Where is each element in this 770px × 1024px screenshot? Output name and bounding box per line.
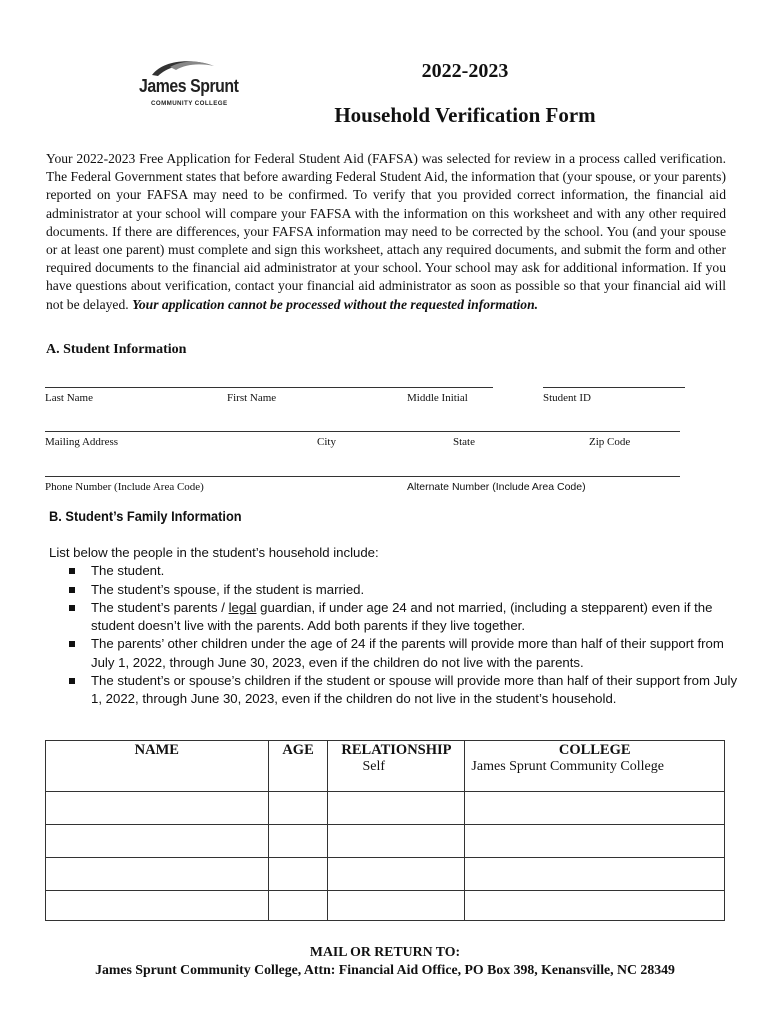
age-cell[interactable] <box>268 858 328 891</box>
college-value: James Sprunt Community College <box>471 759 664 774</box>
name-cell[interactable] <box>46 825 269 858</box>
list-item: The student’s or spouse’s children if the student or spouse will provide more than half of their support from July 1, 2022, through June 30, 2023, even if the children do not live in the student’s household. <box>91 672 739 709</box>
col-header-relationship: RELATIONSHIP <box>328 741 465 760</box>
relationship-value: Self <box>362 759 386 774</box>
name-cell[interactable] <box>46 891 269 921</box>
relationship-cell[interactable] <box>328 858 465 891</box>
table-row <box>46 891 725 921</box>
col-header-name: NAME <box>46 741 269 760</box>
household-table <box>45 740 725 921</box>
age-cell[interactable] <box>268 825 328 858</box>
intro-paragraph <box>46 150 726 314</box>
relationship-cell[interactable] <box>328 891 465 921</box>
mail-heading: MAIL OR RETURN TO: <box>309 944 461 959</box>
age-cell[interactable] <box>268 759 328 792</box>
logo-subtitle: COMMUNITY COLLEGE <box>151 100 228 107</box>
college-cell[interactable] <box>465 858 725 891</box>
list-item: The parents’ other children under the age of 24 if the parents will provide more than half of their support from July 1, 2022, through June 30, 2023, even if the children do not live with the parents. <box>91 635 739 672</box>
college-cell[interactable] <box>465 792 725 825</box>
zip-code-label: Zip Code <box>589 436 631 448</box>
college-cell[interactable] <box>465 825 725 858</box>
form-year: 2022-2023 <box>421 60 509 82</box>
form-title: Household Verification Form <box>334 103 596 127</box>
mailing-address-label: Mailing Address <box>45 436 119 448</box>
section-a-heading: A. Student Information <box>46 342 187 357</box>
table-row <box>46 858 725 891</box>
intro-text: Your 2022-2023 Free Application for Federal Student Aid (FAFSA) was selected for review in a process called verification. The Federal Government states that before awarding Federal Student Aid, the information that (your spouse, or your parents) reported on your FAFSA may need to be confirmed. To verify that you provided correct information, the financial aid administrator at your school will compare your FAFSA with the information on this worksheet and with any other required documents. If there are differences, your FAFSA information may need to be corrected by the school. You (and your spouse or at least one parent) must complete and sign this worksheet, attach any required documents, and submit the form and other required documents to the financial aid administrator at your school. Your school may ask for additional information. If you have questions about verification, contact your financial aid administrator as soon as possible so that your financial aid will not be delayed. <box>46 151 726 312</box>
first-name-label: First Name <box>227 392 277 404</box>
table-row <box>46 792 725 825</box>
relationship-cell[interactable] <box>328 792 465 825</box>
list-item <box>91 599 739 636</box>
intro-emphasis: Your application cannot be processed without the requested information. <box>132 296 539 312</box>
list-item-text: guardian, if under age 24 and not married, (including a stepparent) even if the student doesn’t live with the parents. Add both parents if they live together. <box>91 599 713 634</box>
name-cell[interactable] <box>46 858 269 891</box>
college-logo <box>132 58 252 110</box>
phone-label: Phone Number (Include Area Code) <box>45 481 204 493</box>
age-cell[interactable] <box>268 792 328 825</box>
section-b-heading: B. Student’s Family Information <box>49 509 242 524</box>
middle-initial-label: Middle Initial <box>407 392 468 404</box>
list-item-text: The student’s parents / <box>91 599 229 615</box>
student-id-input-line[interactable] <box>543 387 685 388</box>
address-input-line[interactable] <box>45 431 680 432</box>
alternate-phone-label: Alternate Number (Include Area Code) <box>407 481 586 493</box>
col-header-college: COLLEGE <box>465 741 725 760</box>
col-header-age: AGE <box>268 741 328 760</box>
name-cell[interactable] <box>46 792 269 825</box>
name-cell[interactable] <box>46 759 269 792</box>
last-name-label: Last Name <box>45 392 93 404</box>
list-item: The student. <box>91 562 739 580</box>
college-cell[interactable] <box>465 891 725 921</box>
relationship-cell[interactable] <box>328 825 465 858</box>
name-input-line[interactable] <box>45 387 493 388</box>
household-list <box>49 562 739 708</box>
table-row <box>46 825 725 858</box>
state-label: State <box>453 436 475 448</box>
age-cell[interactable] <box>268 891 328 921</box>
household-instructions <box>49 544 739 709</box>
logo-name: James Sprunt <box>139 76 239 96</box>
relationship-cell[interactable] <box>328 759 465 792</box>
list-intro: List below the people in the student’s household include: <box>49 545 379 560</box>
student-id-label: Student ID <box>543 392 591 404</box>
college-cell[interactable] <box>465 759 725 792</box>
list-item: The student’s spouse, if the student is married. <box>91 581 739 599</box>
legal-underlined-text: legal <box>228 599 257 615</box>
city-label: City <box>317 436 336 448</box>
phone-input-line[interactable] <box>45 476 680 477</box>
logo-swoosh-icon <box>148 58 218 78</box>
mail-address: James Sprunt Community College, Attn: Financial Aid Office, PO Box 398, Kenansville, NC 28349 <box>95 962 675 977</box>
table-row <box>46 759 725 792</box>
table-header-row <box>46 741 725 760</box>
